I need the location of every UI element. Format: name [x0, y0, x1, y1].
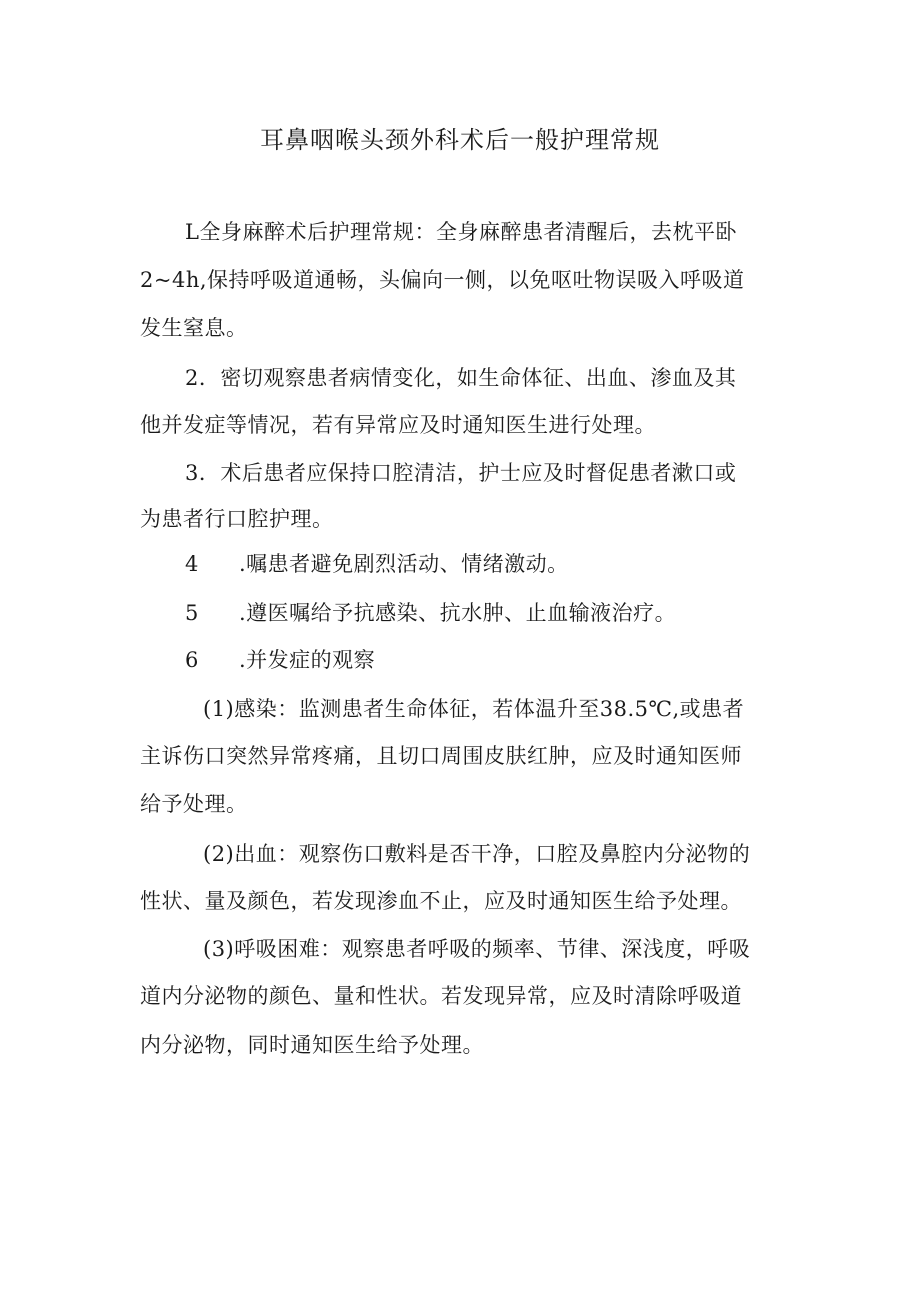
paragraph-line: L全身麻醉术后护理常规：全身麻醉患者清醒后，去枕平卧 [185, 220, 737, 244]
list-item [185, 597, 676, 629]
paragraph-line: (3)呼吸困难：观察患者呼吸的频率、节律、深浅度，呼吸 [203, 937, 751, 961]
list-item-text: .并发症的观察 [239, 648, 376, 672]
page-title: 耳鼻咽喉头颈外科术后一般护理常规 [260, 126, 660, 154]
list-item-number: 6 [185, 648, 199, 672]
paragraph-line: 2．密切观察患者病情变化，如生命体征、出血、渗血及其 [185, 366, 737, 390]
paragraph-line: 2~4h,保持呼吸道通畅，头偏向一侧，以免呕吐物误吸入呼吸道 [140, 268, 745, 292]
paragraph-line: 道内分泌物的颜色、量和性状。若发现异常，应及时清除呼吸道 [140, 984, 742, 1008]
paragraph-line: 内分泌物，同时通知医生给予处理。 [140, 1033, 484, 1057]
list-item [185, 548, 569, 580]
paragraph-line: (1)感染：监测患者生命体征，若体温升至38.5℃,或患者 [203, 697, 745, 721]
paragraph-line: 给予处理。 [140, 792, 248, 816]
list-item-text: .遵医嘱给予抗感染、抗水肿、止血输液治疗。 [239, 601, 677, 625]
paragraph-line: 性状、量及颜色，若发现渗血不止，应及时通知医生给予处理。 [140, 889, 742, 913]
paragraph-line: 他并发症等情况，若有异常应及时通知医生进行处理。 [140, 413, 656, 437]
list-item-number: 4 [185, 552, 199, 576]
paragraph-line: (2)出血：观察伤口敷料是否干净，口腔及鼻腔内分泌物的 [203, 842, 751, 866]
paragraph-line: 3．术后患者应保持口腔清洁，护士应及时督促患者漱口或 [185, 461, 737, 485]
list-item-number: 5 [185, 601, 199, 625]
paragraph-line: 为患者行口腔护理。 [140, 507, 334, 531]
paragraph-line: 主诉伤口突然异常疼痛，且切口周围皮肤红肿，应及时通知医师 [140, 744, 742, 768]
list-item [185, 644, 375, 676]
list-item-text: .嘱患者避免剧烈活动、情绪激动。 [239, 552, 569, 576]
paragraph-line: 发生窒息。 [140, 316, 248, 340]
